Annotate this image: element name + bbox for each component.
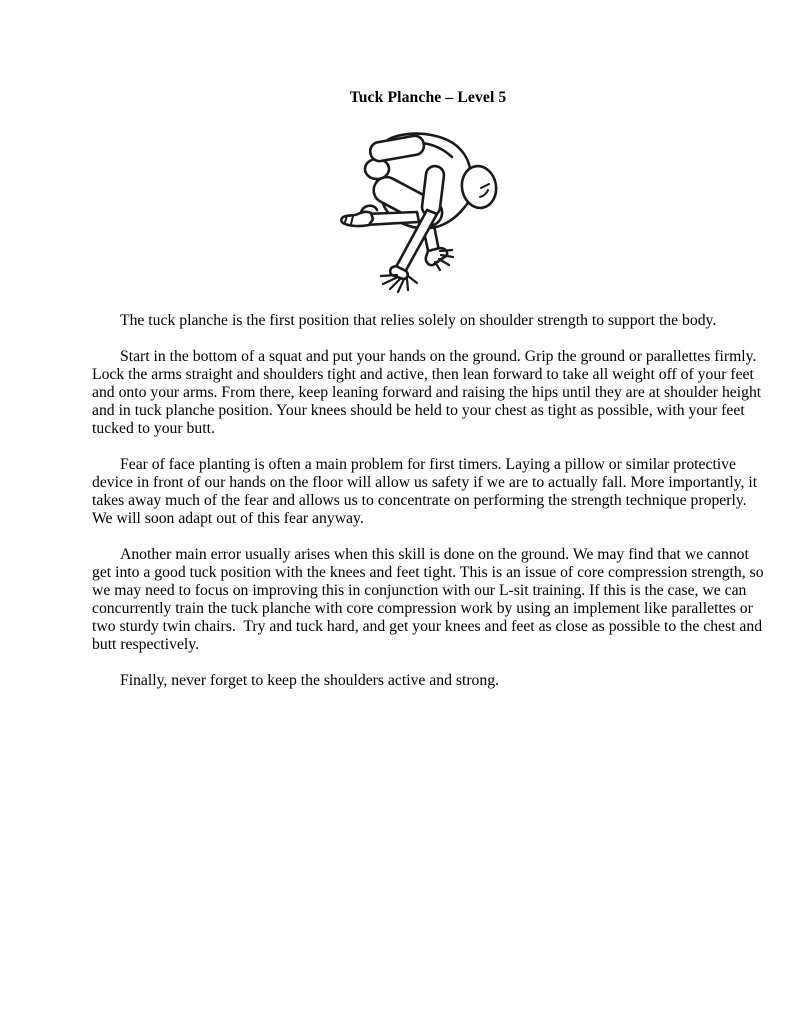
tuck-planche-illustration: [335, 128, 505, 298]
document-body: [92, 312, 768, 708]
paragraph-errors: Another main error usually arises when this skill is done on the ground. We may find that we cannot get into a good tuck position with the knees and feet tight. This is an issue of core compression strength, so we may need to focus on improving this in conjunction with our L-sit training. If this is the case, we can concurrently train the tuck planche with core compression work by using an implement like parallettes or two sturdy twin chairs. Try and tuck hard, and get your knees and feet as close as possible to the chest and butt respectively.: [92, 546, 768, 653]
paragraph-intro: The tuck planche is the first position that relies solely on shoulder strength to support the body.: [120, 312, 717, 329]
page-title: Tuck Planche – Level 5: [349, 89, 507, 106]
paragraph-fear: Fear of face planting is often a main problem for first timers. Laying a pillow or similar protective device in front of our hands on the floor will allow us safety if we are to actually fall. More importantly, it takes away much of the fear and allows us to concentrate on performing the strength technique properly. We will soon adapt out of this fear anyway.: [92, 456, 762, 527]
tuck-planche-figure-drawing: [335, 128, 505, 298]
paragraph-setup: Start in the bottom of a squat and put your hands on the ground. Grip the ground or parallettes firmly. Lock the arms straight and shoulders tight and active, then lean forward to take all weight off of your feet and onto your arms. From there, keep leaning forward and raising the hips until they are at shoulder height and in tuck planche position. Your knees should be held to your chest as tight as possible, with your feet tucked to your butt.: [92, 348, 766, 437]
paragraph-closing: Finally, never forget to keep the shoulders active and strong.: [120, 672, 500, 689]
